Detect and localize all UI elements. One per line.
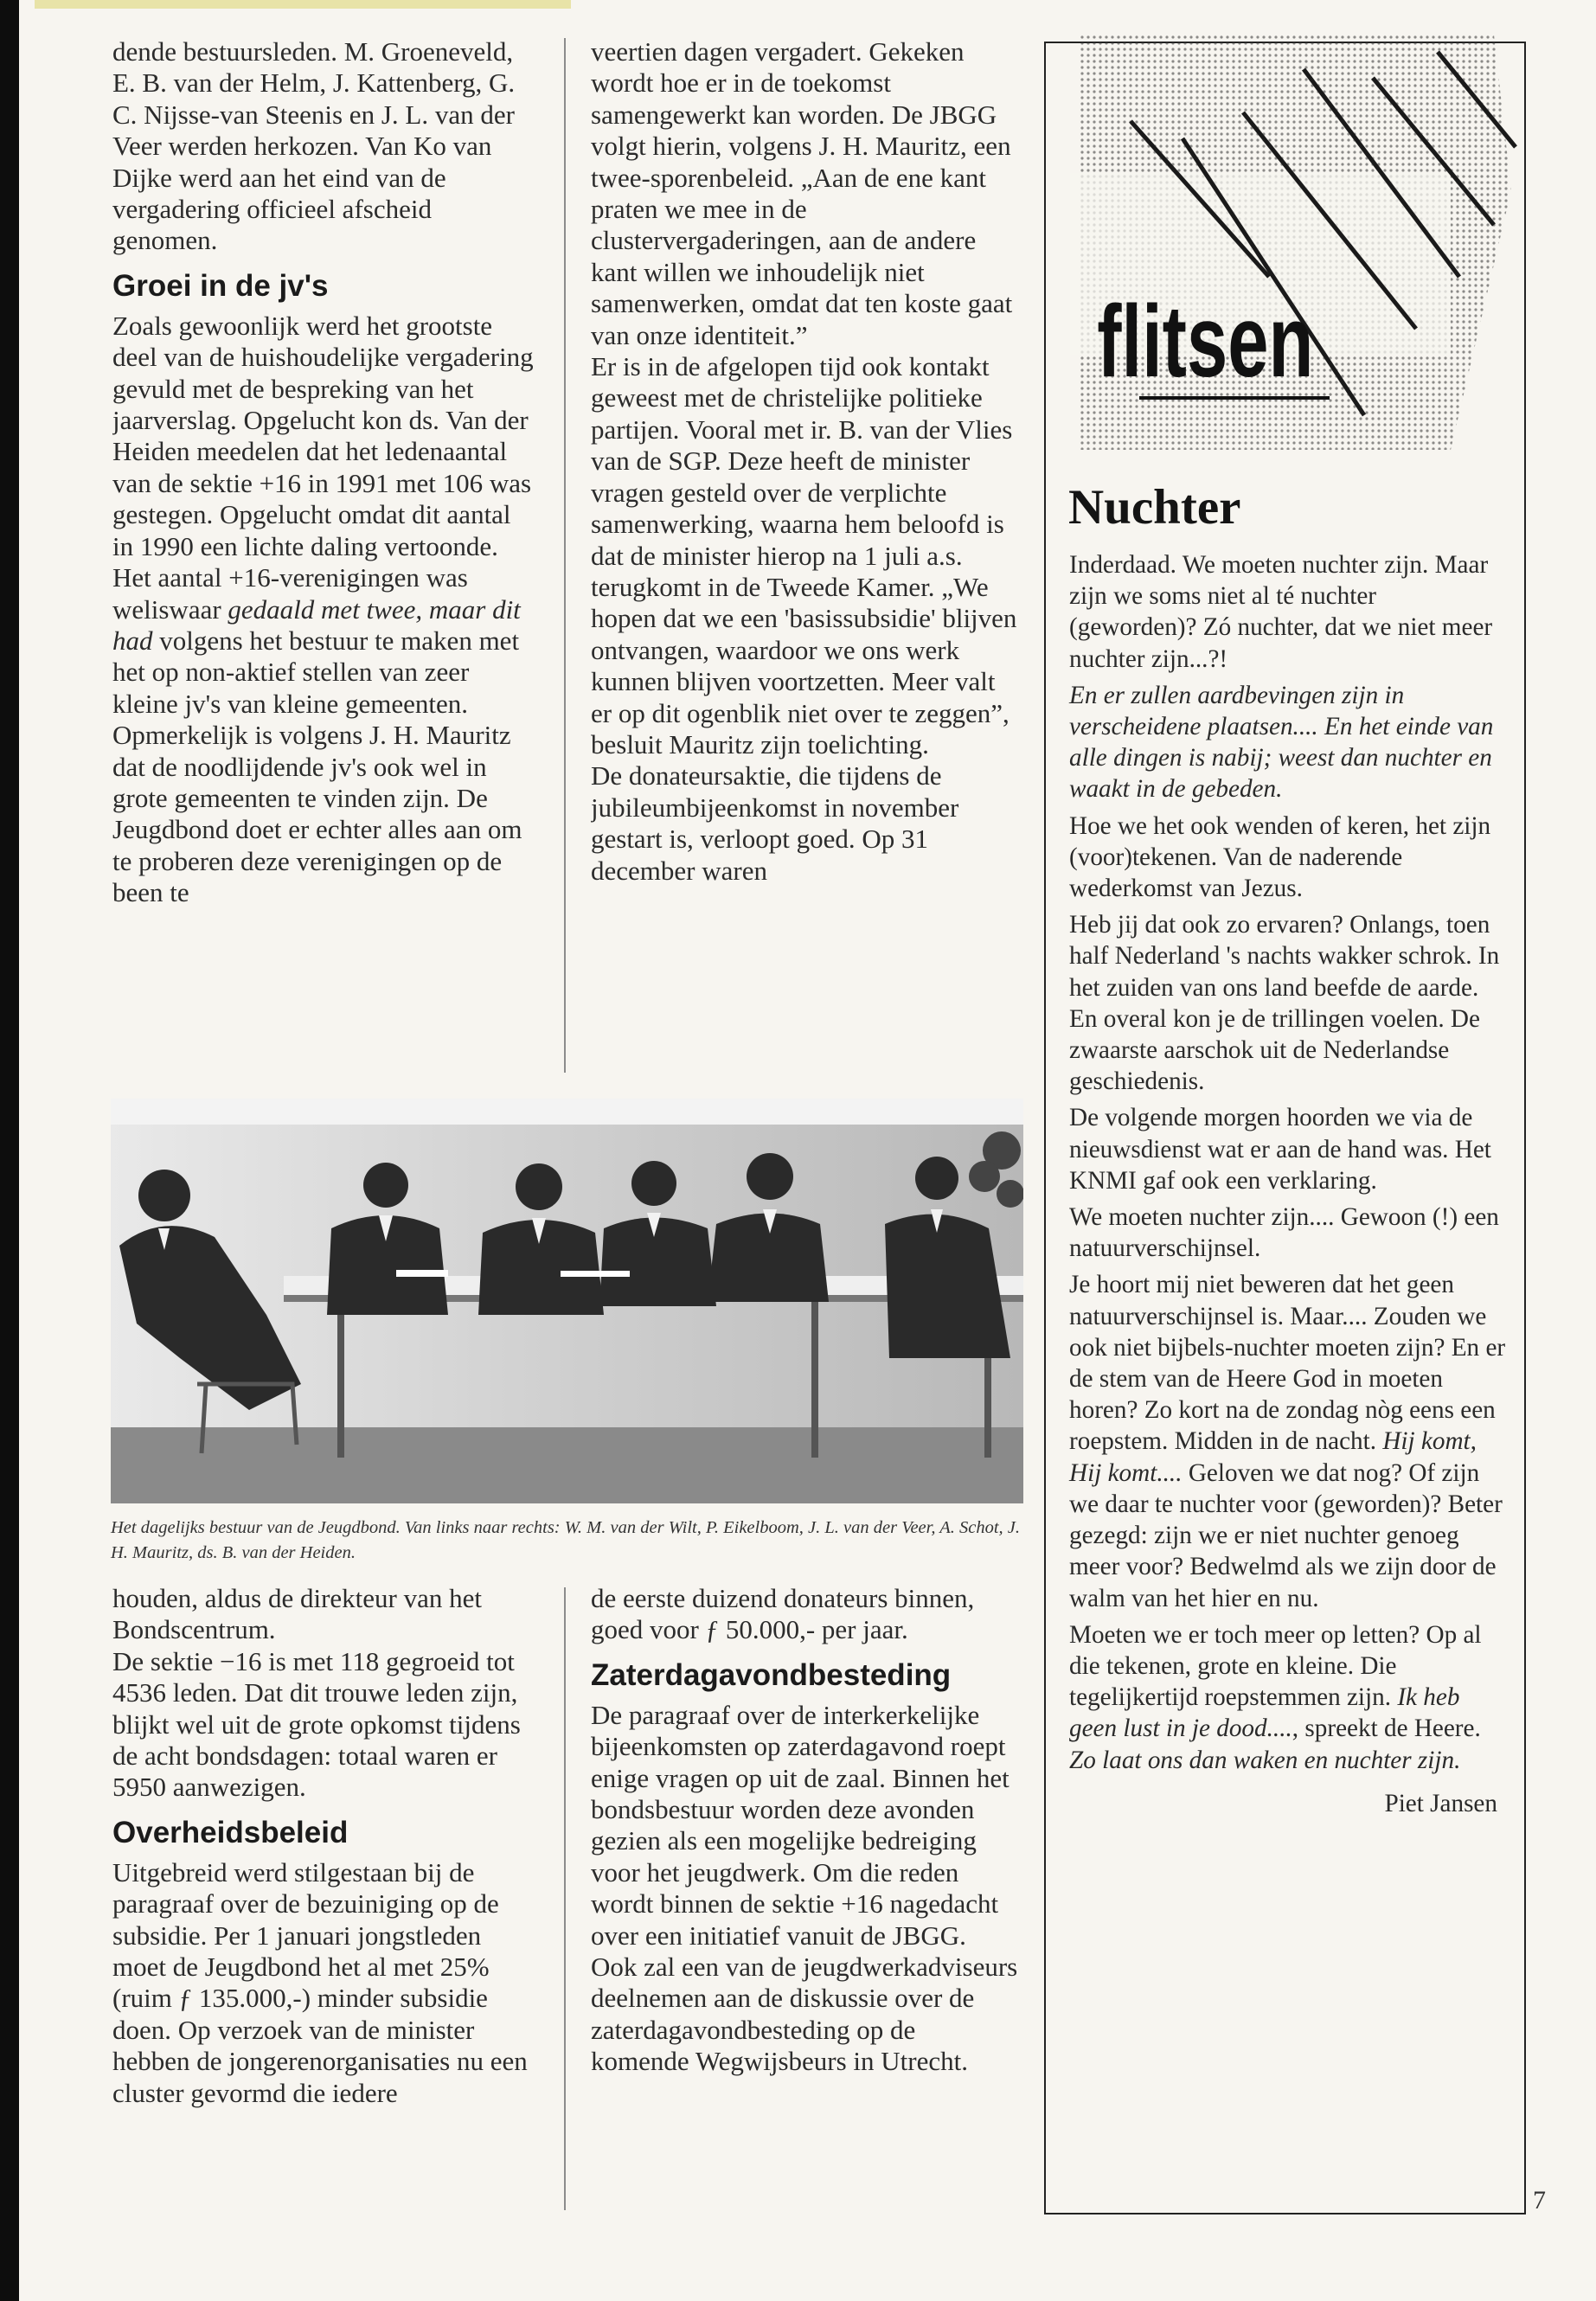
subheading-overheidsbeleid: Overheidsbeleid [112,1815,349,1849]
column-rule [564,38,566,1073]
subheading-groei: Groei in de jv's [112,268,329,303]
paragraph: De paragraaf over de interkerkelijke bijeenkomsten op zaterdagavond roept enige vragen op uit de zaal. Binnen het bondsbestuur worden deze avonden gezien als een mogelijke bedreiging voor het jeugdwerk. Om die reden wordt binnen de sektie +16 nagedacht over een initiatief vanuit de JBGG. Ook zal een van de jeugdwerkadviseurs deelnemen aan de diskussie over de zaterdagavondbesteding op de komende Wegwijsbeurs in Utrecht. [591,1699,1018,2077]
paragraph: Zoals gewoonlijk werd het grootste deel van de huishoudelijke vergadering gevuld met de bespreking van het jaarverslag. Opgelucht kon ds. Van der Heiden meedelen dat het ledenaantal van de sektie +16 in 1991 met 106 was gestegen. Opgelucht omdat dit aantal in 1990 een lichte daling vertoonde. Het aantal +16-verenigingen was weliswaar gedaald met twee, maar dit had volgens het bestuur te maken met het op non-aktief stellen van zeer kleine jv's van kleine gemeenten. Opmerkelijk is volgens J. H. Mauritz dat de noodlijdende jv's ook wel in grote gemeenten te vinden zijn. De Jeugdbond doet er echter alles aan om te proberen deze verenigingen op de been te [112,310,534,908]
column-1-top [112,36,536,1074]
sidebar-title: Nuchter [1068,480,1241,535]
paragraph: dende bestuursleden. M. Groeneveld, E. B. van der Helm, J. Kattenberg, G. C. Nijsse-van Steenis en J. L. van der Veer werden herkozen. Van Ko van Dijke werd aan het eind van de vergadering officieel afscheid genomen. [112,36,516,256]
paragraph: De donateursaktie, die tijdens de jubileumbijeenkomst in november gestart is, verloopt goed. Op 31 december waren [591,760,959,886]
author-signature: Piet Jansen [1384,1789,1497,1817]
paragraph: Uitgebreid werd stilgestaan bij de paragraaf over de bezuiniging op de subsidie. Per 1 januari jongstleden moet de Jeugdbond het al met 25% (ruim ƒ 135.000,-) minder subsidie doen. Op verzoek van de minister hebben de jongerenorganisaties nu een cluster gevormd die iedere [112,1856,528,2108]
paragraph: Er is in de afgelopen tijd ook kontakt geweest met de christelijke politieke partijen. Vooral met ir. B. van der Vlies van de SGP. Deze heeft de minister vragen gesteld over de verplichte samenwerking, waarna hem beloofd is dat de minister hierop na 1 juli a.s. terugkomt in de Tweede Kamer. „We hopen dat we een 'basissubsidie' blijven ontvangen, waardoor we ons werk kunnen blijven voortzetten. Meer valt er op dit ogenblik niet over te zeggen”, besluit Mauritz zijn toelichting. [591,351,1017,760]
flitsen-logo [1044,17,1529,502]
page-number: 7 [1533,2186,1546,2214]
paragraph: Inderdaad. We moeten nuchter zijn. Maar zijn we soms niet al té nuchter (geworden)? Zó nuchter, dat we niet meer nuchter zijn...?! [1069,551,1493,673]
paragraph: De sektie −16 is met 118 gegroeid tot 4536 leden. Dat dit trouwe leden zijn, blijkt wel uit de grote opkomst tijdens de acht bondsdagen: totaal waren er 5950 aanwezigen. [112,1645,521,1803]
paragraph: Je hoort mij niet beweren dat het geen natuurverschijnsel is. Maar.... Zouden we ook niet bijbels-nuchter moeten zijn? En er de stem van de Heere God in moeten horen? Zo kort na de zondag nòg eens een roepstem. Midden in de nacht. Hij komt, Hij komt.... Geloven we dat nog? Of zijn we daar te nuchter voor (geworden)? Beter gezegd: zijn we er niet nuchter genoeg meer voor? Bedwelmd als we zijn door de walm van het hier en nu. [1069,1271,1506,1612]
paragraph: houden, aldus de direkteur van het Bondscentrum. [112,1583,482,1645]
column-2-top [591,36,1019,1074]
paragraph: de eerste duizend donateurs binnen, goed voor ƒ 50.000,- per jaar. [591,1583,975,1645]
paragraph: veertien dagen vergadert. Gekeken wordt hoe er in de toekomst samengewerkt kan worden. De JBGG volgt hierin, volgens J. H. Mauritz, een twee-sporenbeleid. „Aan de ene kant praten we mee in de clustervergaderingen, aan de andere kant willen we inhoudelijk niet samenwerken, omdat dat ten koste gaat van onze identiteit.” [591,36,1013,350]
paragraph: Heb jij dat ook zo ervaren? Onlangs, toen half Nederland 's nachts wakker schrok. In het zuiden van ons land beefde de aarde. En overal kon je de trillingen voelen. De zwaarste aarschok uit de Nederlandse geschiedenis. [1069,911,1500,1096]
binding-edge [0,0,19,2301]
top-color-strip [35,0,571,9]
subheading-zaterdagavond: Zaterdagavondbesteding [591,1657,952,1692]
paragraph: De volgende morgen hoorden we via de nieuwsdienst wat er aan de hand was. Het KNMI gaf ook een verklaring. [1069,1104,1491,1195]
flitsen-logo-text: flitsen [1097,284,1314,399]
paragraph: Hoe we het ook wenden of keren, het zijn (voor)tekenen. Van de naderende wederkomst van Jezus. [1069,811,1491,903]
sidebar-body [1069,549,1506,1824]
board-photo [111,1099,1023,1503]
column-2-bottom [591,1583,1019,2214]
column-rule [564,1587,566,2210]
bible-quote: En er zullen aardbevingen zijn in verscheidene plaatsen.... En het einde van alle dingen is nabij; weest dan nuchter en waakt in de gebeden. [1069,681,1494,804]
paragraph: Moeten we er toch meer op letten? Op al die tekenen, grote en kleine. Die tegelijkertijd roepstemmen zijn. Ik heb geen lust in je dood...., spreekt de Heere. Zo laat ons dan waken en nuchter zijn. [1069,1620,1482,1774]
photo-caption: Het dagelijks bestuur van de Jeugdbond. Van links naar rechts: W. M. van der Wilt, P. Eikelboom, J. L. van der Veer, A. Schot, J. H. Mauritz, ds. B. van der Heiden. [111,1518,1021,1562]
column-1-bottom [112,1583,536,2214]
paragraph: We moeten nuchter zijn.... Gewoon (!) een natuurverschijnsel. [1069,1203,1499,1263]
